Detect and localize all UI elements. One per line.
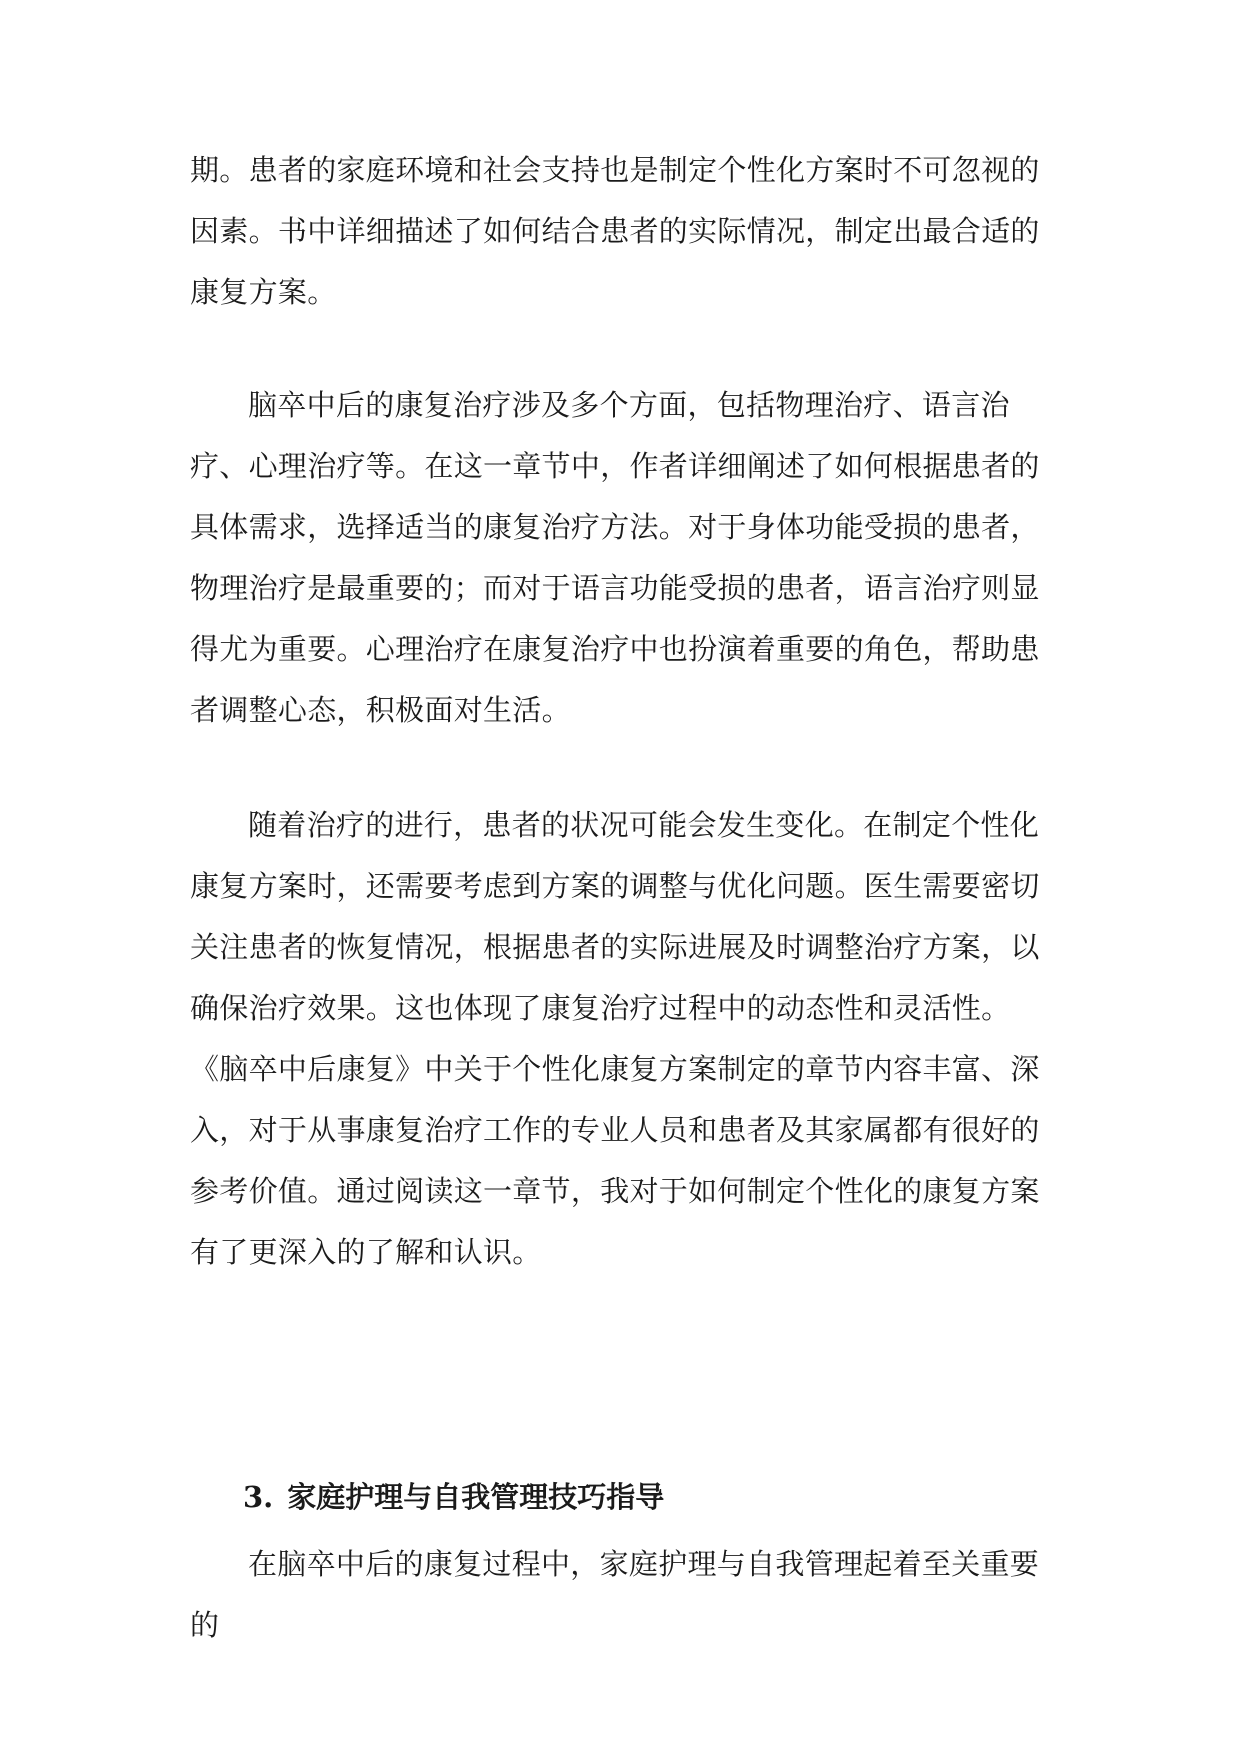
paragraph-continuation: 期。患者的家庭环境和社会支持也是制定个性化方案时不可忽视的因素。书中详细描述了如何结合患者的实际情况，制定出最合适的康复方案。: [190, 153, 1040, 309]
paragraph-plan-adjustment: 随着治疗的进行，患者的状况可能会发生变化。在制定个性化康复方案时，还需要考虑到方案的调整与优化问题。医生需要密切关注患者的恢复情况，根据患者的实际进展及时调整治疗方案，以确保治疗效果。这也体现了康复治疗过程中的动态性和灵活性。《脑卒中后康复》中关于个性化康复方案制定的章节内容丰富、深入，对于从事康复治疗工作的专业人员和患者及其家属都有很好的参考价值。通过阅读这一章节，我对于如何制定个性化的康复方案有了更深入的了解和认识。: [190, 808, 1040, 1269]
section-number: 3.: [243, 1480, 274, 1514]
section-heading: [243, 1467, 664, 1528]
paragraph-rehab-treatment-aspects: 脑卒中后的康复治疗涉及多个方面，包括物理治疗、语言治疗、心理治疗等。在这一章节中，作者详细阐述了如何根据患者的具体需求，选择适当的康复治疗方法。对于身体功能受损的患者，物理治疗是最重要的；而对于语言功能受损的患者，语言治疗则显得尤为重要。心理治疗在康复治疗中也扮演着重要的角色，帮助患者调整心态，积极面对生活。: [190, 388, 1040, 727]
section-title: 家庭护理与自我管理技巧指导: [287, 1480, 665, 1514]
paragraph-home-care-intro: 在脑卒中后的康复过程中，家庭护理与自我管理起着至关重要的: [190, 1547, 1040, 1642]
